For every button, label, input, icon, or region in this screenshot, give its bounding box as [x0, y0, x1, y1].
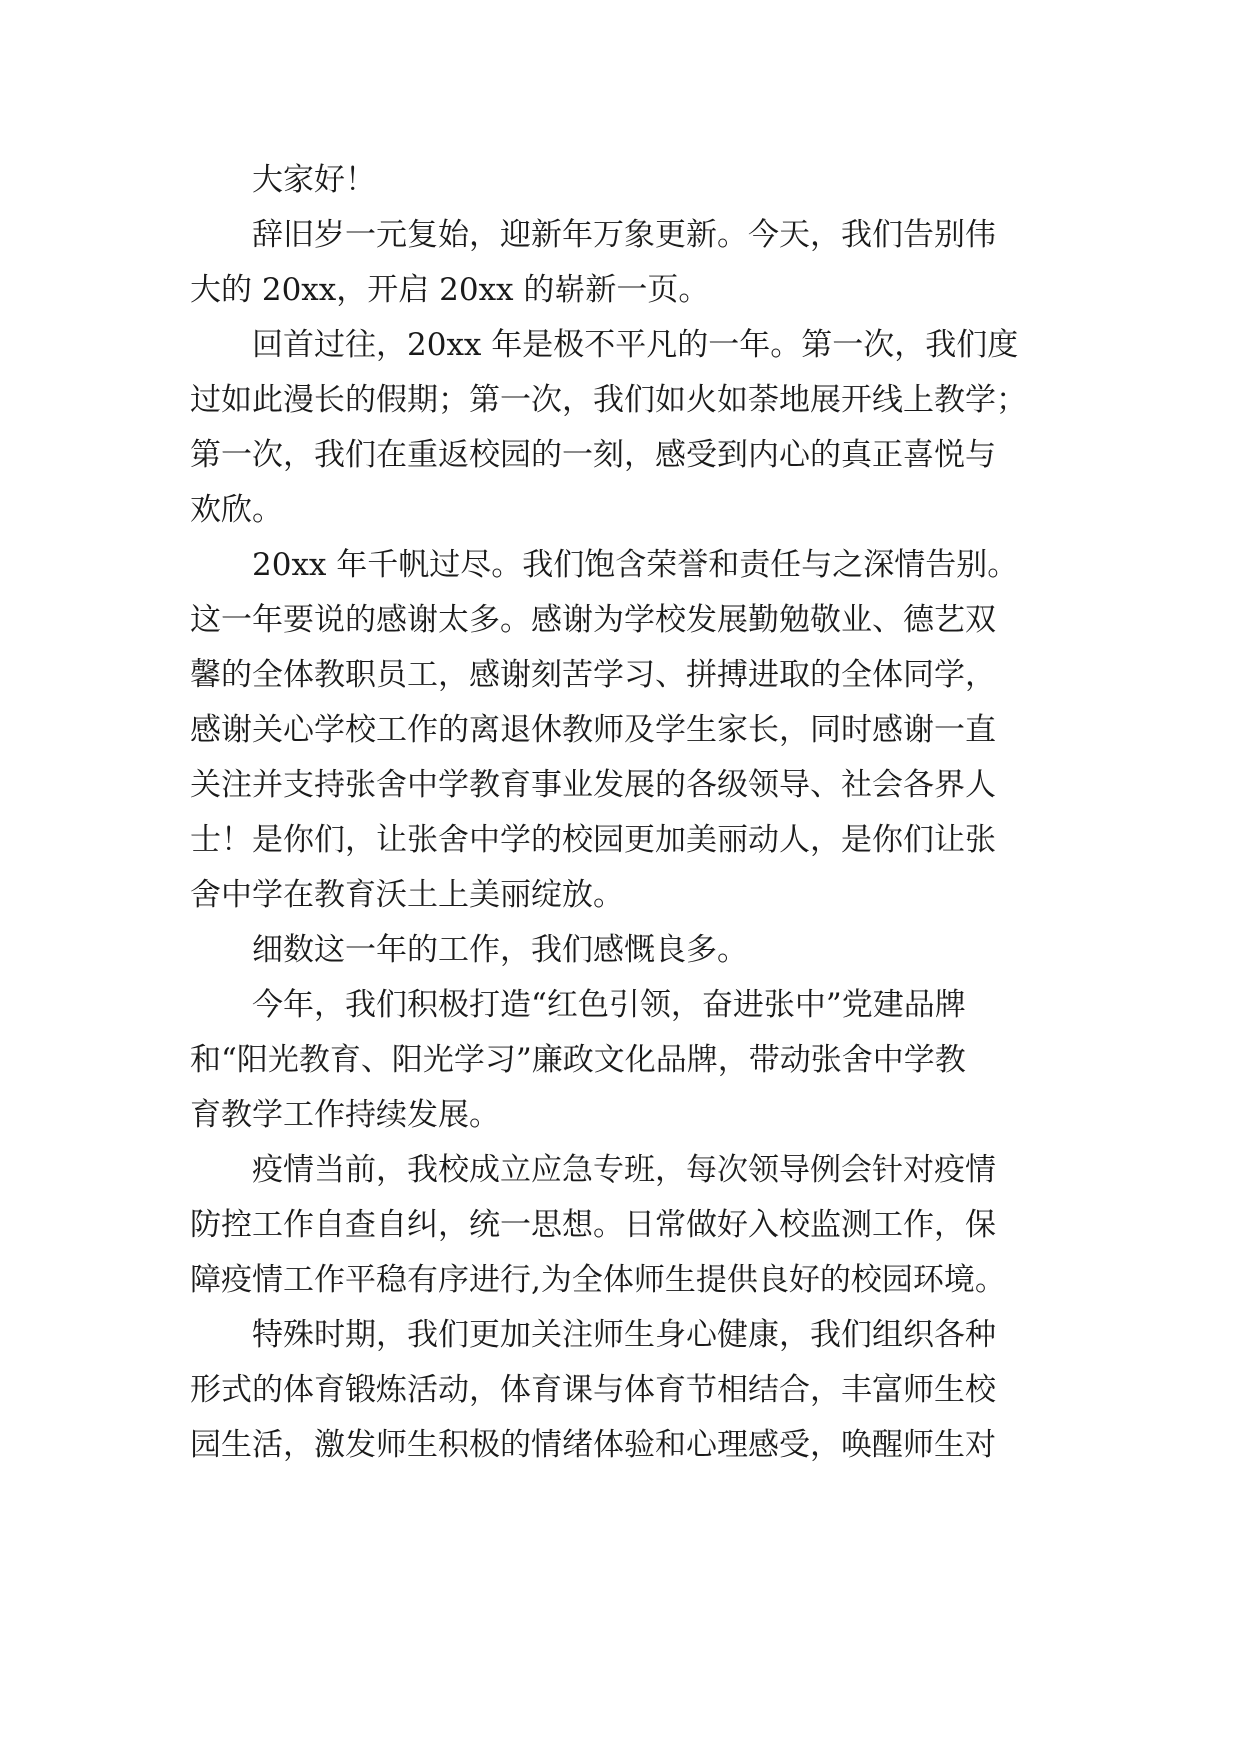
text-line: 欢欣。: [190, 492, 283, 528]
text-line: 这一年要说的感谢太多。感谢为学校发展勤勉敬业、德艺双: [190, 602, 996, 638]
text-line: 障疫情工作平稳有序进行,为全体师生提供良好的校园环境。: [190, 1262, 1006, 1298]
text-line: 育教学工作持续发展。: [190, 1097, 500, 1133]
text-line: 感谢关心学校工作的离退休教师及学生家长，同时感谢一直: [190, 712, 996, 748]
text-line: 20xx 年千帆过尽。我们饱含荣誉和责任与之深情告别。: [252, 547, 1019, 583]
text-line: 回首过往，20xx 年是极不平凡的一年。第一次，我们度: [252, 327, 1019, 363]
text-line: 大的 20xx，开启 20xx 的崭新一页。: [190, 272, 710, 308]
text-line: 园生活，激发师生积极的情绪体验和心理感受，唤醒师生对: [190, 1427, 996, 1463]
text-line: 疫情当前，我校成立应急专班，每次领导例会针对疫情: [252, 1152, 996, 1188]
text-line: 第一次，我们在重返校园的一刻，感受到内心的真正喜悦与: [190, 437, 996, 473]
text-line: 士！是你们，让张舍中学的校园更加美丽动人，是你们让张: [190, 822, 996, 858]
text-line: 特殊时期，我们更加关注师生身心健康，我们组织各种: [252, 1317, 996, 1353]
text-line: 防控工作自查自纠，统一思想。日常做好入校监测工作，保: [190, 1207, 996, 1243]
text-line: 辞旧岁一元复始，迎新年万象更新。今天，我们告别伟: [252, 217, 996, 253]
text-line: 关注并支持张舍中学教育事业发展的各级领导、社会各界人: [190, 767, 996, 803]
text-line: 今年，我们积极打造“红色引领，奋进张中”党建品牌: [252, 987, 966, 1023]
text-line: 和“阳光教育、阳光学习”廉政文化品牌，带动张舍中学教: [190, 1042, 966, 1078]
text-line: 舍中学在教育沃土上美丽绽放。: [190, 877, 624, 913]
text-line: 过如此漫长的假期；第一次，我们如火如荼地展开线上教学；: [190, 382, 1027, 418]
text-line: 大家好！: [252, 162, 376, 198]
text-line: 馨的全体教职员工，感谢刻苦学习、拼搏进取的全体同学，: [190, 657, 996, 693]
text-line: 细数这一年的工作，我们感慨良多。: [252, 932, 748, 968]
text-line: 形式的体育锻炼活动，体育课与体育节相结合，丰富师生校: [190, 1372, 996, 1408]
